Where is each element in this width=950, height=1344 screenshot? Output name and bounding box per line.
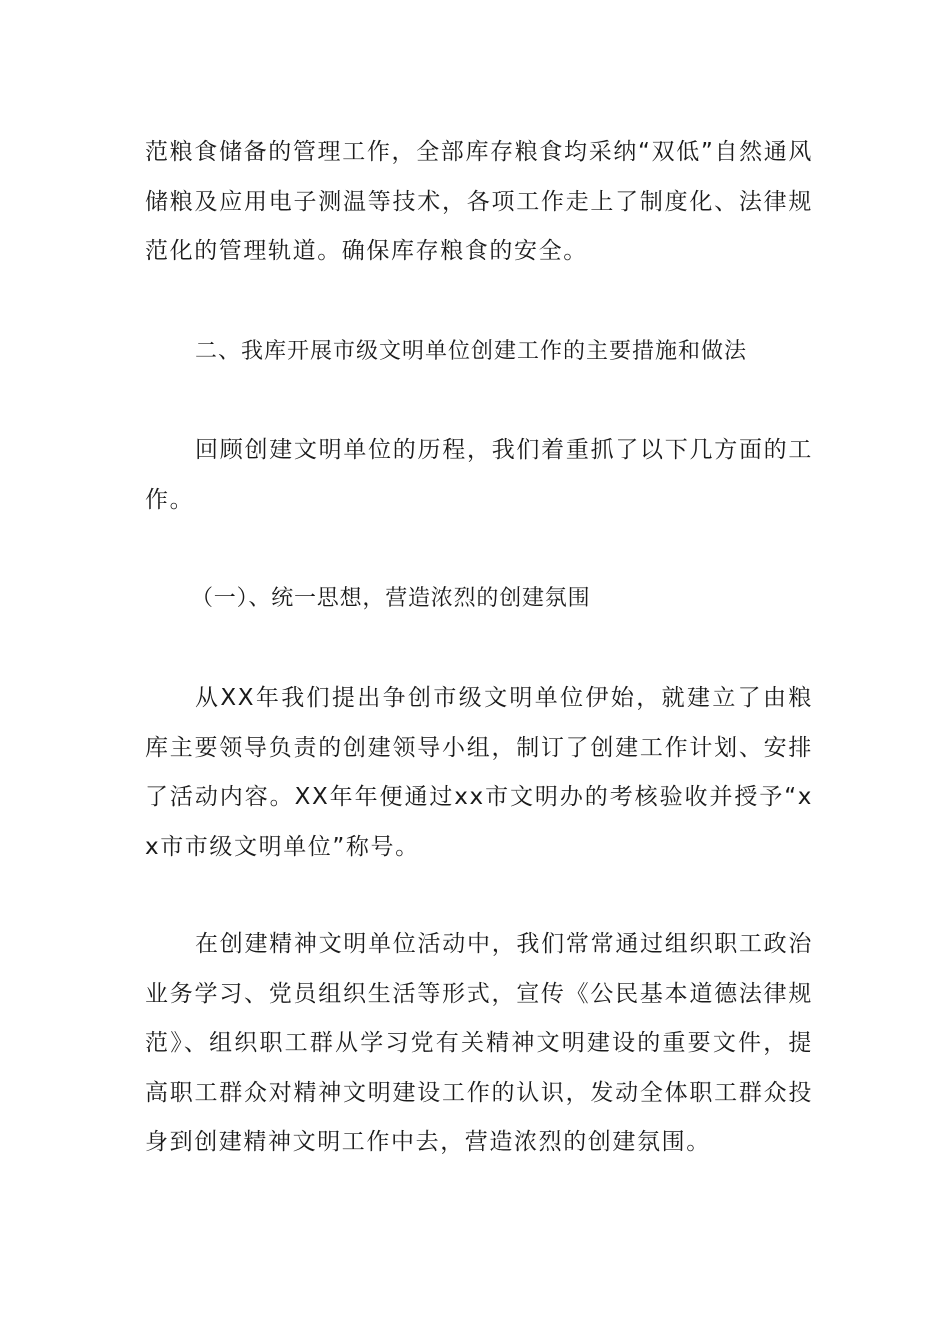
paragraph-spiritual-civilization: 在创建精神文明单位活动中，我们常常通过组织职工政治业务学习、党员组织生活等形式，宣传《公民基本道德法律规范》、组织职工群从学习党有关精神文明建设的重要文件，提高职工群众对精神文明建设工作的认识，发动全体职工群众投身到创建精神文明工作中去，营造浓烈的创建氛围。 — [145, 931, 813, 1155]
paragraph-creation-leadership: 从XX年我们提出争创市级文明单位伊始，就建立了由粮库主要领导负责的创建领导小组，制订了创建工作计划、安排了活动内容。XX年年便通过xx市文明办的考核验收并授予“xx市市级文明单位”称号。 — [145, 685, 813, 860]
section-heading-measures: 二、我库开展市级文明单位创建工作的主要措施和做法 — [195, 339, 748, 364]
subsection-heading-unify-thinking: （一）、统一思想，营造浓烈的创建氛围 — [191, 586, 591, 611]
paragraph-review-history: 回顾创建文明单位的历程，我们着重抓了以下几方面的工作。 — [145, 437, 813, 513]
paragraph-grain-storage: 范粮食储备的管理工作，全部库存粮食均采纳“双低”自然通风储粮及应用电子测温等技术，各项工作走上了制度化、法律规范化的管理轨道。确保库存粮食的安全。 — [145, 139, 813, 264]
